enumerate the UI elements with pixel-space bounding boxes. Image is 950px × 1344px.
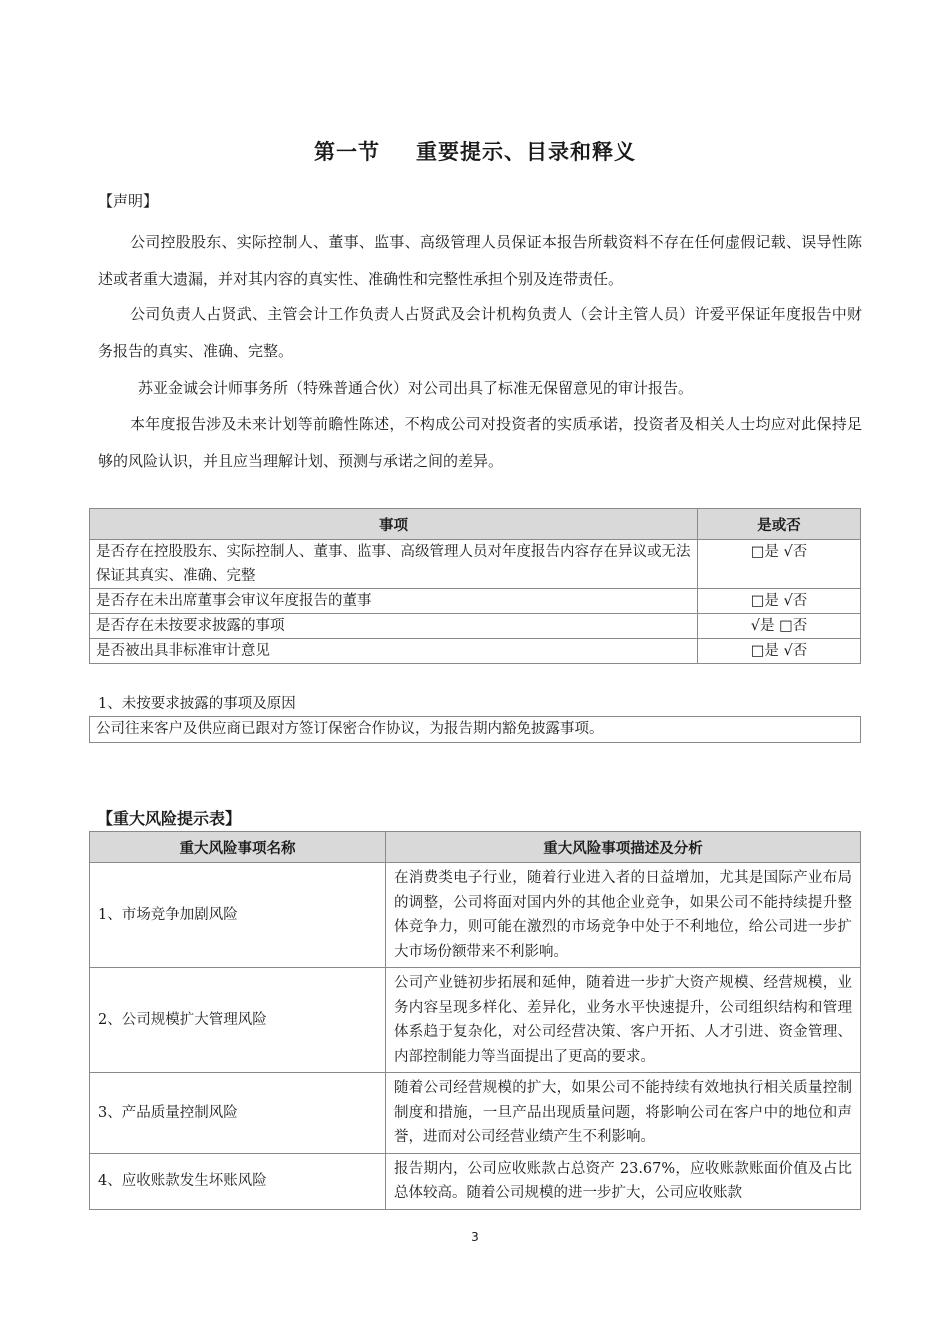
risk-table: [89, 831, 861, 1210]
table-header-row: [90, 832, 861, 863]
undisclosed-reason: 公司往来客户及供应商已跟对方签订保密合作协议，为报告期内豁免披露事项。: [89, 716, 861, 743]
column-header-risk-desc: 重大风险事项描述及分析: [386, 832, 861, 863]
risk-name-cell: 3、产品质量控制风险: [90, 1073, 386, 1154]
paragraph-4: 本年度报告涉及未来计划等前瞻性陈述，不构成公司对投资者的实质承诺，投资者及相关人士均应对此保持足够的风险认识，并且应当理解计划、预测与承诺之间的差异。: [98, 415, 862, 470]
risk-desc-cell: 随着公司经营规模的扩大，如果公司不能持续有效地执行相关质量控制制度和措施，一旦产品出现质量问题，将影响公司在客户中的地位和声誉，进而对公司经营业绩产生不利影响。: [386, 1073, 861, 1154]
risk-table-heading: 【重大风险提示表】: [97, 809, 242, 828]
risk-desc-cell: 公司产业链初步拓展和延伸，随着进一步扩大资产规模、经营规模，业务内容呈现多样化、差异化，业务水平快速提升，公司组织结构和管理体系趋于复杂化，对公司经营决策、客户开拓、人才引进、资金管理、内部控制能力等当面提出了更高的要求。: [386, 968, 861, 1073]
paragraph-1: 公司控股股东、实际控制人、董事、监事、高级管理人员保证本报告所载资料不存在任何虚假记载、误导性陈述或者重大遗漏，并对其内容的真实性、准确性和完整性承担个别及连带责任。: [98, 233, 862, 288]
risk-name-cell: 2、公司规模扩大管理风险: [90, 968, 386, 1073]
item-cell: 是否存在未按要求披露的事项: [90, 614, 698, 639]
item-cell: 是否存在控股股东、实际控制人、董事、监事、高级管理人员对年度报告内容存在异议或无法保证其真实、准确、完整: [90, 540, 698, 589]
confirmation-table: [89, 508, 861, 664]
risk-name-cell: 4、应收账款发生坏账风险: [90, 1153, 386, 1209]
risk-desc-cell: 报告期内，公司应收账款占总资产 23.67%，应收账款账面价值及占比总体较高。随着公司规模的进一步扩大，公司应收账款: [386, 1153, 861, 1209]
table-row: [90, 1073, 861, 1154]
column-header-item: 事项: [90, 509, 698, 540]
table-row: [90, 639, 861, 664]
undisclosed-heading: 1、未按要求披露的事项及原因: [98, 696, 296, 712]
table-row: [90, 540, 861, 589]
paragraph-2: 公司负责人占贤武、主管会计工作负责人占贤武及会计机构负责人（会计主管人员）许爱平保证年度报告中财务报告的真实、准确、完整。: [98, 305, 862, 360]
page-number: 3: [471, 1230, 479, 1244]
item-cell: 是否存在未出席董事会审议年度报告的董事: [90, 589, 698, 614]
answer-cell: □是 √否: [698, 589, 861, 614]
answer-cell: □是 √否: [698, 540, 861, 589]
item-cell: 是否被出具非标准审计意见: [90, 639, 698, 664]
table-row: [90, 614, 861, 639]
answer-cell: √是 □否: [698, 614, 861, 639]
table-row: [90, 968, 861, 1073]
statement-label: 【声明】: [98, 192, 159, 210]
table-row: [90, 1153, 861, 1209]
column-header-risk-name: 重大风险事项名称: [90, 832, 386, 863]
section-title: [0, 136, 950, 166]
paragraph-3: 苏亚金诚会计师事务所（特殊普通合伙）对公司出具了标准无保留意见的审计报告。: [138, 379, 694, 397]
table-row: [90, 589, 861, 614]
table-row: [90, 863, 861, 968]
section-name: 重要提示、目录和释义: [416, 140, 636, 164]
section-number: 第一节: [314, 140, 380, 164]
risk-desc-cell: 在消费类电子行业，随着行业进入者的日益增加，尤其是国际产业布局的调整，公司将面对国内外的其他企业竞争，如果公司不能持续提升整体竞争力，则可能在激烈的市场竞争中处于不利地位，给公司进一步扩大市场份额带来不利影响。: [386, 863, 861, 968]
table-header-row: [90, 509, 861, 540]
answer-cell: □是 √否: [698, 639, 861, 664]
risk-name-cell: 1、市场竞争加剧风险: [90, 863, 386, 968]
column-header-yes-no: 是或否: [698, 509, 861, 540]
